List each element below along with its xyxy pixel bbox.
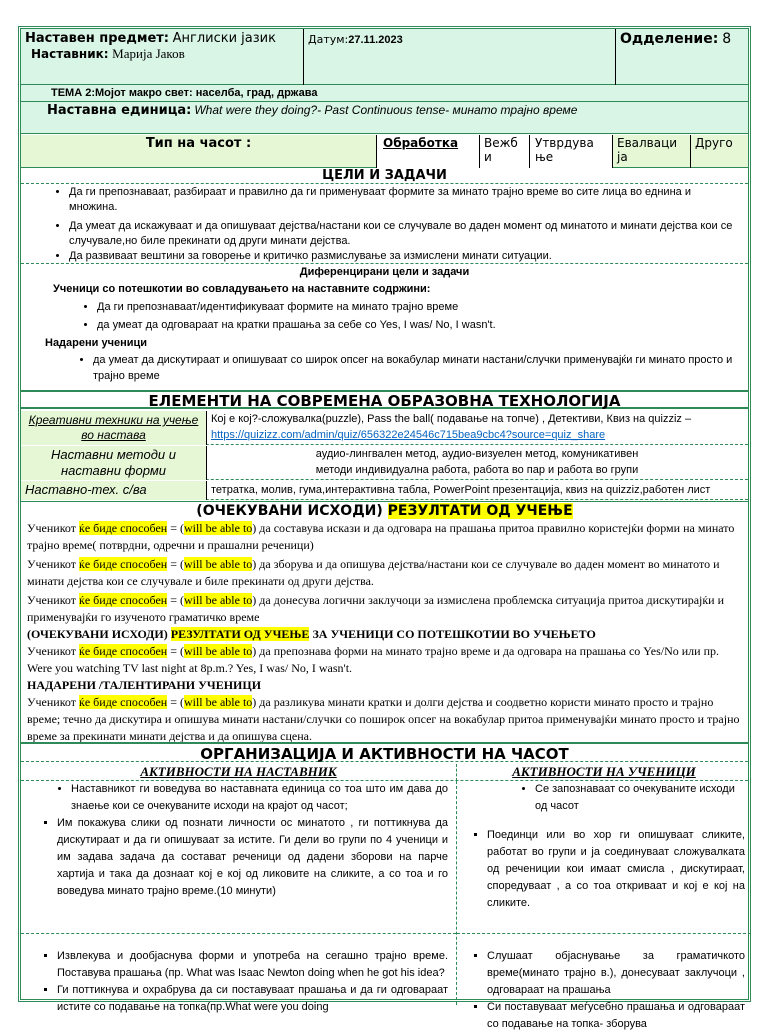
date-cell	[304, 29, 616, 85]
tech-row-tools	[21, 481, 748, 500]
lesson-type-row	[21, 135, 748, 168]
student-activity-item: ▪ Си поставуваат меѓусебно прашања и одговараат со подавање на топка- зборува	[487, 999, 745, 1033]
tech-label: Наставни методи и наставни форми	[21, 446, 207, 480]
lesson-type-option-processing: Обработка	[377, 135, 480, 168]
theme-row	[21, 85, 748, 102]
outcome-able-en: will be able to	[183, 593, 253, 607]
teacher-activity-item: ▪ Ги поттикнува и охрабрува да си поставуваат прашања и да ги одговараат истите со подавање на топка(пр.What were you doing	[57, 982, 448, 1016]
teacher-activities	[21, 781, 457, 1013]
diff-outcomes-title	[21, 626, 748, 643]
outcome-able: ќе биде способен	[79, 593, 168, 607]
outcome-item	[21, 556, 748, 590]
outcomes-title-pre: (ОЧЕКУВАНИ ИСХОДИ)	[196, 503, 383, 519]
outcome-eq: = (	[167, 644, 184, 658]
teacher-activity-item: • Наставникот ги воведува во наставната единица со тоа што им дава до знаење кои се очекуваните исходи на крајот од часот;	[71, 781, 448, 815]
outcomes-title	[21, 501, 748, 520]
student-activity-item: • Се запознаваат со очекуваните исходи од часот	[535, 781, 745, 815]
goal-item: • Да ги препознаваат, разбираат и правилно да ги применуваат формите за минато трајно време во сите лица во еднина и множина.	[69, 185, 740, 215]
activities-body	[21, 781, 748, 1030]
theme-text: ТЕМА 2:Мојот макро свет: населба, град, држава	[51, 87, 318, 99]
student-block-2	[457, 948, 751, 1033]
tech-label: Наставно-тех. с/ва	[21, 481, 207, 500]
diff-outcomes-pre: (ОЧЕКУВАНИ ИСХОДИ)	[27, 627, 168, 641]
unit-value: What were they doing?- Past Continuous tense- минато трајно време	[194, 103, 578, 117]
grade-value: 8	[722, 31, 732, 47]
outcome-able: ќе биде способен	[79, 644, 168, 658]
tech-row-methods	[21, 446, 748, 480]
organization-title: ОРГАНИЗАЦИЈА И АКТИВНОСТИ НА ЧАСОТ	[21, 742, 748, 762]
outcome-item	[21, 592, 748, 626]
subject-label: Наставен предмет:	[25, 31, 169, 46]
subject-value: Англиски јазик	[172, 31, 276, 46]
difficulty-item: • да умеат да одговараат на кратки прашања за себе со Yes, I was/ No, I wasn't.	[97, 316, 748, 334]
teacher-activity-item: ▪ Извлекува и дообјаснува форми и употреба на сегашно трајно време. Поставува прашања (пр. What was Isaac Newton doing when he got his idea?	[57, 948, 448, 982]
difficulty-title: Ученици со потешкотии во совладувањето на наставните содржини:	[53, 283, 431, 295]
outcome-item	[21, 520, 748, 554]
difficulty-item: • Да ги препознаваат/идентификуваат формите на минато трајно време	[97, 298, 748, 316]
outcomes-section	[21, 520, 748, 746]
teacher-activities-title: АКТИВНОСТИ НА НАСТАВНИК	[21, 764, 457, 781]
outcome-student: Ученикот	[27, 695, 77, 709]
student-block-1	[457, 781, 751, 934]
goals-title: ЦЕЛИ И ЗАДАЧИ	[21, 168, 748, 184]
outcome-text: ) да составува искази и да одговара на прашања притоа правилно користејќи форми на минато трајно време( потврдни, одречни и прашални реченици)	[27, 521, 735, 552]
outcome-student: Ученикот	[27, 521, 77, 535]
outcome-student: Ученикот	[27, 593, 77, 607]
diff-outcome-item	[21, 643, 748, 677]
goal-item: • Да развиваат вештини за говорење и критичко размислување за измислени минати ситуации.	[69, 249, 740, 264]
goal-item: • Да умеат да искажуваат и да опишуваат дејства/настани кои се случувале во даден момент од минатото и минати дејства кои се случувале,но биле прекинати од други минати дејства.	[69, 219, 740, 249]
outcome-able-en: will be able to	[183, 644, 253, 658]
tech-value: тетратка, молив, гума,интерактивна табла, PowerPoint презентација, квиз на quizziz,работен лист	[211, 484, 711, 496]
outcome-eq: = (	[167, 695, 184, 709]
unit-row	[21, 102, 748, 134]
teacher-block-2	[21, 948, 456, 1016]
lesson-type-option-evaluation: Евалваци ја	[613, 135, 691, 168]
student-activities	[457, 781, 751, 1030]
header-row	[21, 29, 748, 85]
teacher-value: Марија Јаков	[112, 46, 185, 61]
outcome-eq: = (	[167, 593, 184, 607]
tech-label: Креативни техники на учење во настава	[21, 411, 207, 445]
teacher-label: Наставник:	[31, 47, 109, 61]
outcomes-title-highlight: РЕЗУЛТАТИ ОД УЧЕЊЕ	[387, 503, 573, 519]
outcome-student: Ученикот	[27, 557, 77, 571]
lesson-type-option-consolidation: Утврдува ње	[530, 135, 613, 168]
outcome-student: Ученикот	[27, 644, 77, 658]
diff-outcomes-post: ЗА УЧЕНИЦИ СО ПОТЕШКОТИИ ВО УЧЕЊЕТО	[309, 627, 596, 641]
gifted-outcomes-title: НАДАРЕНИ /ТАЛЕНТИРАНИ УЧЕНИЦИ	[27, 678, 262, 692]
tech-title: ЕЛЕМЕНТИ НА СОВРЕМЕНА ОБРАЗОВНА ТЕХНОЛОГИЈА	[21, 390, 748, 409]
tech-value-text: Кој е кој?-сложувалка(puzzle), Pass the ball( подавање на топче) , Детективи, Квиз на quizziz –	[211, 413, 692, 425]
student-activity-item: ▪ Слушаат објаснување за граматичкото време(минато трајно в.), донесуваат заклучоци , одговараат на прашања	[487, 948, 745, 999]
outcome-text: ) да препознава форми на минато трајно време и да одговара на прашања со Yes/No или пр. Were you watching TV last night at 8p.m.? Yes, I was/ No, I wasn't.	[27, 644, 720, 675]
quiz-link[interactable]: https://quizizz.com/admin/quiz/656322e24546c715bea9cbc4?source=quiz_share	[211, 429, 606, 441]
unit-label: Наставна единица:	[47, 103, 192, 118]
tech-value: аудио-лингвален метод, аудио-визуелен метод, комуникативен методи индивидуална работа, работа во пар и работа во групи	[315, 448, 639, 476]
outcome-eq: = (	[167, 521, 184, 535]
outcome-able: ќе биде способен	[79, 521, 168, 535]
outcome-eq: = (	[167, 557, 184, 571]
outcome-able: ќе биде способен	[79, 695, 168, 709]
lesson-type-option-exercise: Вежб и	[480, 135, 530, 168]
outcome-able-en: will be able to	[183, 557, 253, 571]
outcome-text: ) да зборува и да опишува дејства/настани кои се случувале во даден момент во минатото и минати дејства кои се случувале и биле прекинати од други дејства.	[27, 557, 720, 588]
diff-outcomes-highlight: РЕЗУЛТАТИ ОД УЧЕЊЕ	[170, 627, 310, 641]
diff-goals-title: Диференцирани цели и задачи	[299, 266, 470, 278]
lesson-plan-page	[18, 26, 751, 1030]
outcome-text: ) да разликува минати кратки и долги дејства и соодветно користи минато просто и трајно време; течно да дискутира и опишува минати настани/случки со поширок опсег на вокабулар притоа применувајќи минато просто и трајно време за прекинати минати дејства и да опишува сцена.	[27, 695, 740, 743]
subject-cell	[21, 29, 304, 85]
student-activities-title: АКТИВНОСТИ НА УЧЕНИЦИ	[512, 764, 696, 779]
teacher-activity-item: ▪ Им покажува слики од познати личности ос минатото , ги поттикнува да дискутираат и да ги опишуваат за истите. Ги дели во групи по 4 ученици и им задава задача да состават реченици од дадени зборови на парче хартија и така да дознаат кој е кој од ликовите на сликите, а со тоа и го воведува минато трајно време.(10 минути)	[57, 815, 448, 900]
lesson-type-option-other: Друго	[695, 136, 733, 150]
gifted-goals-title: Надарени ученици	[45, 337, 148, 349]
tech-row-techniques	[21, 411, 748, 445]
date-label: Датум:	[308, 33, 349, 46]
grade-cell	[616, 29, 751, 85]
outcome-able-en: will be able to	[183, 695, 253, 709]
student-activity-item: ▪ Поединци или во хор ги опишуваат сликите, работат во групи и ја соединуваат сложувалката од речениции кои имаат смисла , дискутираат, споредуваат , а со тоа откриваат и кој е кој на сликите.	[487, 827, 745, 912]
diff-goals-section	[21, 265, 748, 385]
outcome-able-en: will be able to	[183, 521, 253, 535]
lesson-type-label: Тип на часот :	[21, 135, 377, 168]
outcome-able: ќе биде способен	[79, 557, 168, 571]
teacher-block-1	[21, 781, 456, 934]
gifted-outcome-item	[21, 694, 748, 745]
outcome-text: ) да донесува логични заклучоци за измислена проблемска ситуација притоа дискутирајќи и применувајќи го изученото граматичко време	[27, 593, 725, 624]
grade-label: Одделение:	[620, 31, 719, 47]
date-value: 27.11.2023	[348, 34, 403, 46]
gifted-goal-item: • да умеат да дискутираат и опишуваат со широк опсег на вокабулар минати настани/случки применувајќи ги минато просто и трајно време	[93, 352, 738, 384]
activities-header-row	[21, 764, 748, 781]
tech-value	[211, 411, 751, 445]
goals-section	[21, 184, 748, 264]
